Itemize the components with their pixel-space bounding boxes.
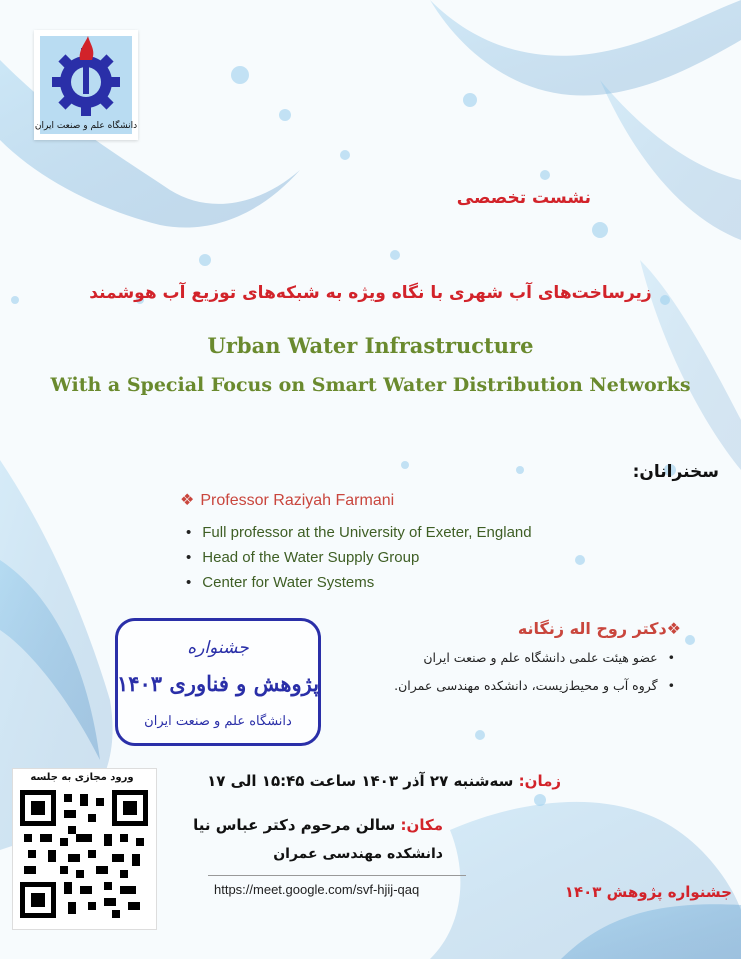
list-item: • عضو هیئت علمی دانشگاه علم و صنعت ایران	[394, 650, 675, 678]
footer-festival: جشنواره پژوهش ۱۴۰۳	[564, 883, 732, 901]
list-item: • Center for Water Systems	[186, 574, 532, 599]
stamp-line1: جشنواره	[187, 638, 249, 658]
time-value: سه‌شنبه ۲۷ آذر ۱۴۰۳ ساعت ۱۵:۴۵ الی ۱۷	[207, 772, 514, 790]
speaker1-name: Professor Raziyah Farmani	[200, 492, 395, 509]
title-persian: زیرساخت‌های آب شهری با نگاه ویژه به شبکه‌های توزیع آب هوشمند	[89, 283, 652, 303]
location-line1: سالن مرحوم دکتر عباس نیا	[193, 816, 396, 834]
event-type: نشست تخصصی	[456, 188, 591, 208]
speaker1-details	[186, 524, 532, 599]
gear-torch-icon	[34, 30, 138, 140]
festival-stamp	[115, 618, 321, 746]
qr-code-icon[interactable]	[20, 790, 148, 918]
speakers-heading: سخنرانان:	[632, 462, 719, 482]
location-row	[193, 816, 443, 834]
meet-link[interactable]: https://meet.google.com/svf-hjij-qaq	[214, 882, 420, 897]
location-line2: دانشکده مهندسی عمران	[273, 846, 443, 862]
speaker1-name-row	[180, 490, 394, 510]
title-english-line1: Urban Water Infrastructure	[207, 333, 534, 358]
time-row	[207, 772, 561, 790]
title-english-line2: With a Special Focus on Smart Water Distribution Networks	[50, 374, 691, 396]
diamond-bullet-icon: ❖	[666, 619, 681, 638]
logo-text: دانشگاه علم و صنعت ایران	[34, 121, 138, 131]
stamp-line3: دانشگاه علم و صنعت ایران	[144, 714, 292, 729]
speaker2-details	[394, 650, 675, 706]
diamond-bullet-icon: ❖	[180, 492, 195, 509]
list-item: • گروه آب و محیط‌زیست، دانشکده مهندسی عمران.	[394, 678, 675, 706]
stamp-line2: پژوهش و فناوری ۱۴۰۳	[118, 671, 318, 696]
speaker2-name-row	[518, 619, 681, 638]
location-label: مکان:	[400, 816, 443, 834]
divider	[208, 875, 466, 876]
university-logo	[34, 30, 138, 140]
time-label: زمان:	[518, 772, 561, 790]
qr-caption: ورود مجازی به جلسه	[30, 772, 134, 783]
speaker2-name: دکتر روح اله زنگانه	[517, 619, 667, 638]
list-item: • Full professor at the University of Exeter, England	[186, 524, 532, 549]
list-item: • Head of the Water Supply Group	[186, 549, 532, 574]
